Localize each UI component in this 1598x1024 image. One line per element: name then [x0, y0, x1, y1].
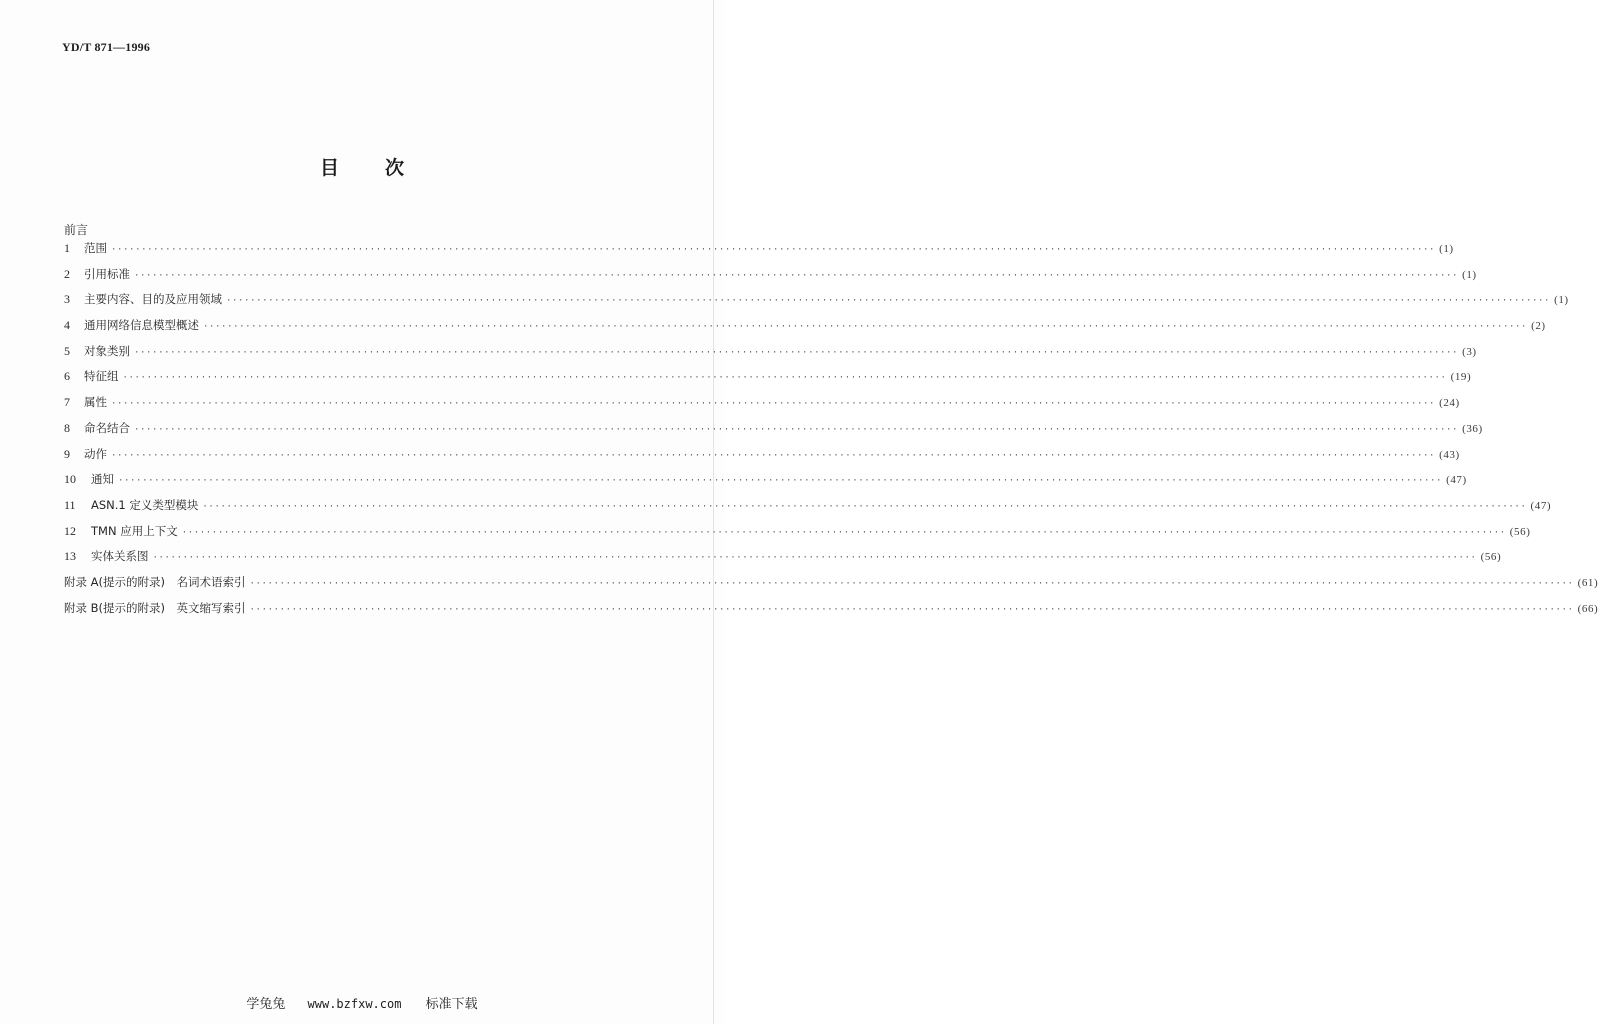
toc-entry [64, 317, 1546, 343]
toc-entry-page: (3) [1462, 345, 1477, 358]
toc-entry [64, 574, 1598, 600]
toc-leader-dots: ···························································································································································································································· [118, 476, 1443, 487]
toc-entry-label: 主要内容、目的及应用领域 [84, 292, 222, 307]
toc-entry-page: (61) [1577, 576, 1598, 589]
toc-entry [64, 291, 1569, 317]
toc-preface: 前言 [64, 223, 89, 237]
toc-leader-dots: ···························································································································································································································· [181, 527, 1506, 538]
toc-entry [64, 600, 1598, 626]
page-title: 目次 [319, 157, 450, 179]
toc-entry-page: (1) [1462, 268, 1477, 281]
toc-entry-number: 12 [64, 523, 76, 538]
toc-entry-page: (2) [1531, 320, 1546, 333]
toc-leader-dots: ···························································································································································································································· [152, 553, 1477, 564]
toc-entry-page: (43) [1439, 448, 1460, 461]
toc-leader-dots: ···························································································································································································································· [122, 373, 1447, 384]
toc-entry-page: (19) [1450, 371, 1472, 384]
toc-entry-number: 4 [64, 318, 70, 333]
toc-entry [64, 394, 1460, 420]
toc-entry-number: 11 [64, 497, 76, 512]
toc-entry-number: 13 [64, 549, 76, 564]
toc-entry-label: 范围 [84, 241, 107, 255]
toc-entry-number: 1 [64, 241, 70, 255]
toc-leader-dots: ···························································································································································································································· [111, 245, 1436, 255]
toc-entry [64, 548, 1502, 574]
toc-entry [64, 420, 1483, 446]
toc-entry-label: 引用标准 [84, 266, 130, 281]
toc-entry-label: ASN.1 定义类型模块 [91, 497, 199, 512]
toc-entry-label: 命名结合 [84, 420, 130, 435]
toc-leader-dots: ···························································································································································································································· [111, 399, 1436, 410]
toc-entry-page: (66) [1577, 602, 1598, 615]
toc-entry-number: 3 [64, 292, 70, 307]
toc-entry-number: 5 [64, 343, 70, 358]
toc-entry-label: 对象类别 [84, 343, 130, 358]
document-code: YD/T 871—1996 [62, 40, 151, 54]
toc-leader-dots: ···························································································································································································································· [202, 501, 1527, 512]
toc-leader-dots: ···························································································································································································································· [249, 578, 1574, 589]
toc-entry-label: 动作 [84, 446, 107, 461]
toc-entry [64, 343, 1477, 369]
toc-entry-number: 6 [64, 369, 70, 384]
toc-entry-label: 实体关系图 [91, 549, 149, 564]
toc-leader-dots: ···························································································································································································································· [249, 604, 1574, 615]
toc-entry-label: 特征组 [84, 369, 119, 384]
toc-entry-label: TMN 应用上下文 [91, 523, 178, 538]
footer-watermark [0, 993, 724, 1012]
toc-entry-page: (56) [1480, 551, 1502, 564]
toc-entry-number: 2 [64, 266, 70, 281]
toc-entry-page: (36) [1462, 422, 1483, 435]
table-of-contents [64, 240, 1598, 625]
toc-entry-label: 通知 [91, 472, 114, 487]
toc-entry [64, 523, 1531, 549]
toc-leader-dots: ···························································································································································································································· [226, 296, 1551, 307]
footer-site-url: www.bzfxw.com [307, 997, 402, 1011]
toc-entry [64, 446, 1460, 472]
toc-entry-page: (1) [1439, 243, 1454, 255]
toc-entry-number: 10 [64, 472, 76, 487]
toc-entry-number: 8 [64, 420, 70, 435]
toc-leader-dots: ···························································································································································································································· [134, 347, 1459, 358]
toc-entry-number: 9 [64, 446, 70, 461]
toc-entry-label: 附录 B(提示的附录) 英文缩写索引 [64, 600, 246, 615]
toc-entry-label: 通用网络信息模型概述 [84, 318, 199, 333]
toc-leader-dots: ···························································································································································································································· [203, 322, 1528, 333]
toc-entry-label: 附录 A(提示的附录) 名词术语索引 [64, 574, 246, 589]
footer-site-tag: 标准下载 [425, 997, 478, 1012]
toc-entry-label: 属性 [84, 395, 107, 410]
toc-entry-page: (56) [1509, 525, 1531, 538]
toc-entry [64, 471, 1467, 497]
toc-entry [64, 240, 1454, 266]
toc-entry [64, 266, 1477, 292]
toc-entry-number: 7 [64, 395, 70, 410]
toc-entry-page: (47) [1446, 474, 1467, 487]
toc-entry-page: (24) [1439, 397, 1460, 410]
toc-entry-page: (1) [1554, 294, 1569, 307]
toc-leader-dots: ···························································································································································································································· [134, 270, 1459, 281]
footer-site-name: 学兔兔 [246, 997, 286, 1012]
toc-leader-dots: ···························································································································································································································· [134, 424, 1459, 435]
toc-entry [64, 497, 1552, 523]
toc-entry-page: (47) [1530, 499, 1552, 512]
toc-entry [64, 368, 1472, 394]
toc-leader-dots: ···························································································································································································································· [111, 450, 1436, 461]
